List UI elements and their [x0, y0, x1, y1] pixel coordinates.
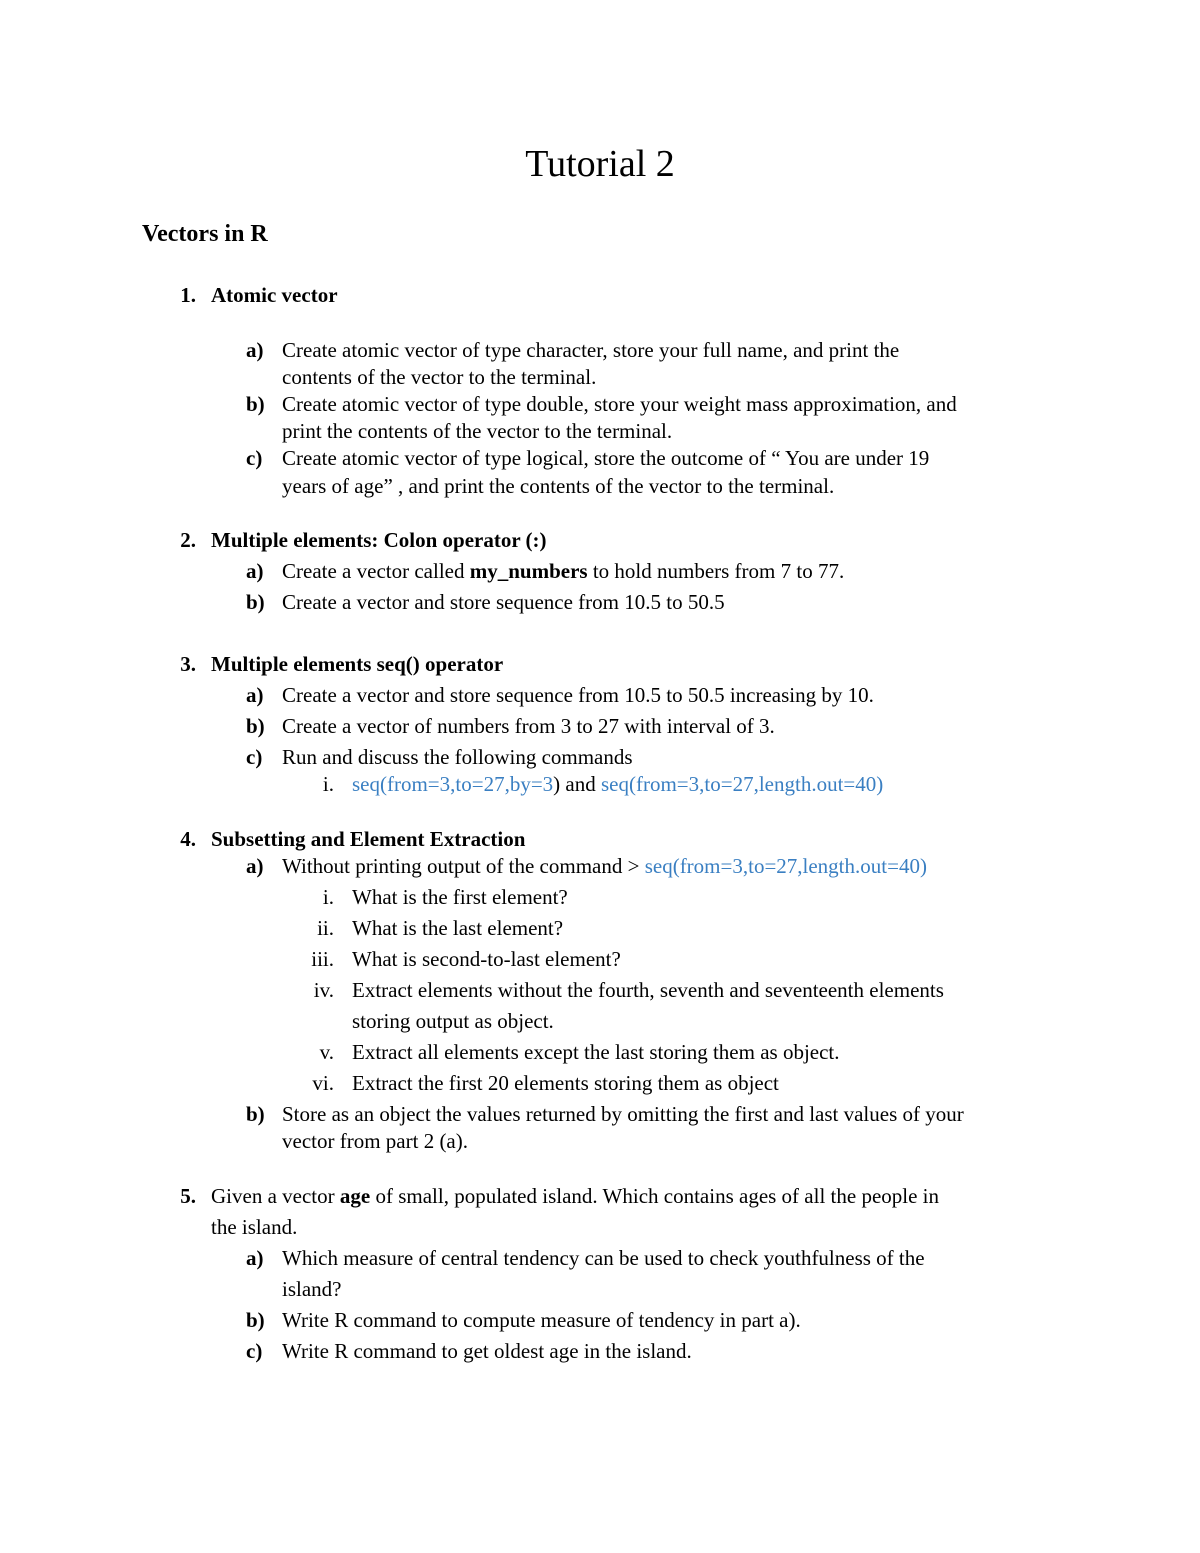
subitem-label: ii. [317, 916, 334, 940]
subitem-text: What is the last element? [352, 916, 564, 940]
code-snippet: seq(from=3,to=27,by=3 [352, 772, 554, 796]
section-number: 5. [180, 1184, 196, 1208]
item-label: b) [246, 1102, 265, 1126]
item-label: a) [246, 854, 264, 878]
subitem-text: Extract elements without the fourth, seventh and seventeenth elements [352, 978, 944, 1002]
section-text [211, 1182, 939, 1210]
item-text: Write R command to compute measure of tendency in part a). [282, 1308, 801, 1332]
section-title: Multiple elements: Colon operator (:) [211, 528, 547, 552]
subitem-text [352, 770, 883, 798]
code-snippet: seq(from=3,to=27,length.out=40) [601, 772, 884, 796]
item-text: Create atomic vector of type double, store your weight mass approximation, and [282, 392, 957, 416]
subitem-label: vi. [312, 1071, 334, 1095]
subitem-text: What is second-to-last element? [352, 947, 621, 971]
page-title: Tutorial 2 [525, 143, 675, 185]
item-text: vector from part 2 (a). [282, 1129, 468, 1153]
subitem-connector: ) and [553, 772, 601, 796]
item-text: island? [282, 1277, 342, 1301]
vector-name: age [339, 1184, 371, 1208]
section-title: Subsetting and Element Extraction [211, 827, 526, 851]
item-text: Create a vector and store sequence from 10.5 to 50.5 increasing by 10. [282, 683, 874, 707]
section-heading: Vectors in R [142, 221, 268, 247]
item-label: b) [246, 714, 265, 738]
subitem-label: iii. [311, 947, 334, 971]
item-text: Create atomic vector of type logical, store the outcome of “ You are under 19 [282, 446, 930, 470]
item-label: b) [246, 1308, 265, 1332]
item-label: b) [246, 392, 265, 416]
item-label: a) [246, 559, 264, 583]
subitem-text: storing output as object. [352, 1009, 554, 1033]
item-text: years of age” , and print the contents of the vector to the terminal. [282, 474, 835, 498]
item-text: print the contents of the vector to the terminal. [282, 419, 673, 443]
item-text-end: to hold numbers from 7 to 77. [587, 559, 845, 583]
item-text: Run and discuss the following commands [282, 745, 633, 769]
section-number: 3. [180, 652, 196, 676]
section-number: 4. [180, 827, 196, 851]
item-text: Create a vector and store sequence from 10.5 to 50.5 [282, 590, 725, 614]
item-label: a) [246, 338, 264, 362]
subitem-text: Extract all elements except the last storing them as object. [352, 1040, 840, 1064]
section-text-end: of small, populated island. Which contains ages of all the people in [370, 1184, 940, 1208]
section-text-start: Given a vector [211, 1184, 340, 1208]
item-label: c) [246, 446, 263, 470]
item-text: Store as an object the values returned by omitting the first and last values of your [282, 1102, 964, 1126]
item-text [282, 852, 927, 880]
section-title: Multiple elements seq() operator [211, 652, 504, 676]
code-snippet: seq(from=3,to=27,length.out=40) [644, 854, 927, 878]
subitem-label: i. [322, 885, 334, 909]
vector-name: my_numbers [469, 559, 588, 583]
item-label: c) [246, 745, 263, 769]
section-title: Atomic vector [211, 283, 338, 307]
item-text: Create a vector of numbers from 3 to 27 with interval of 3. [282, 714, 775, 738]
item-text: Create atomic vector of type character, store your full name, and print the [282, 338, 900, 362]
item-text-start: Create a vector called [282, 559, 470, 583]
item-text [282, 557, 844, 585]
subitem-label: i. [322, 772, 334, 796]
item-text-start: Without printing output of the command > [282, 854, 645, 878]
item-label: c) [246, 1339, 263, 1363]
section-text: the island. [211, 1215, 298, 1239]
subitem-label: v. [319, 1040, 334, 1064]
item-text: Write R command to get oldest age in the island. [282, 1339, 692, 1363]
item-label: a) [246, 683, 264, 707]
section-number: 2. [180, 528, 196, 552]
item-label: a) [246, 1246, 264, 1270]
item-text: Which measure of central tendency can be used to check youthfulness of the [282, 1246, 925, 1270]
subitem-text: Extract the first 20 elements storing them as object [352, 1071, 779, 1095]
subitem-label: iv. [313, 978, 334, 1002]
section-number: 1. [180, 283, 196, 307]
item-text: contents of the vector to the terminal. [282, 365, 597, 389]
item-label: b) [246, 590, 265, 614]
subitem-text: What is the first element? [352, 885, 568, 909]
